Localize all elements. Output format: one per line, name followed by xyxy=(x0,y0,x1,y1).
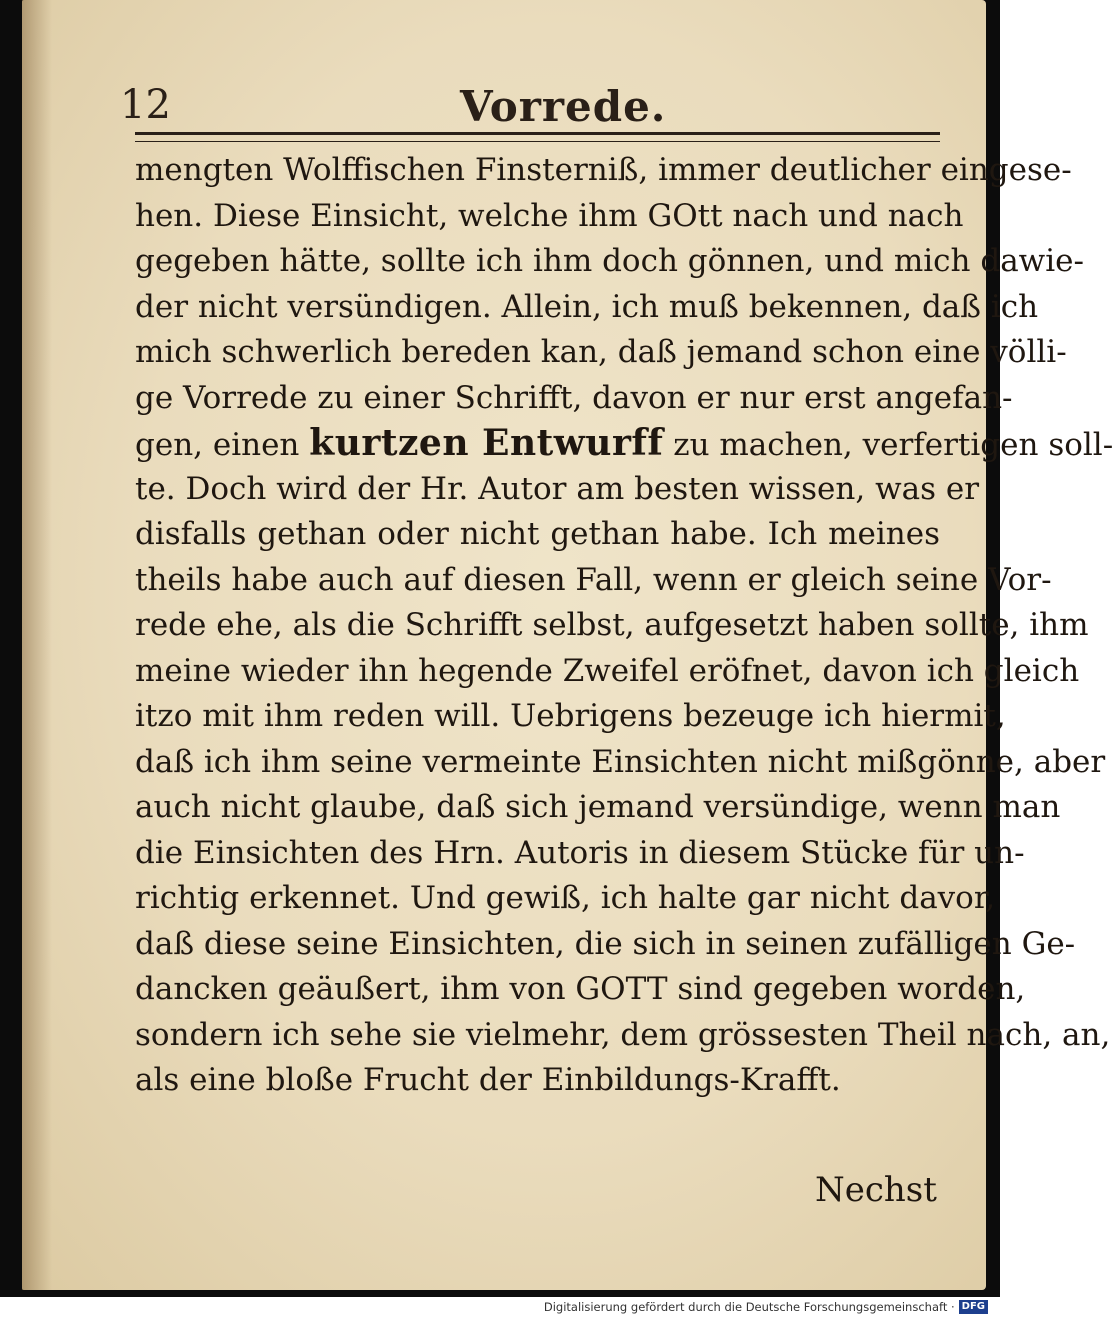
emphasized-phrase: kurtzen Entwurff xyxy=(309,422,664,464)
text-line xyxy=(135,1058,940,1104)
line-segment: mich schwerlich bereden kan, daß jemand schon eine völli- xyxy=(135,334,1067,370)
text-line xyxy=(135,330,1067,376)
line-segment: dancken geäußert, ihm von GOTT sind gegeben worden, xyxy=(135,971,1026,1007)
line-segment: richtig erkennet. Und gewiß, ich halte gar nicht davor, xyxy=(135,880,996,916)
line-segment: die Einsichten des Hrn. Autoris in diesem Stücke für un- xyxy=(135,834,1025,871)
text-line xyxy=(135,194,964,240)
line-segment: mengten Wolffischen Finsterniß, immer deutlicher eingese- xyxy=(135,152,1072,188)
line-segment: rede ehe, als die Schrifft selbst, aufgesetzt haben sollte, ihm xyxy=(135,607,1089,643)
dfg-logo: DFG xyxy=(959,1300,988,1314)
text-line xyxy=(135,831,1025,877)
text-line xyxy=(135,1013,1111,1059)
line-segment: gen, einen xyxy=(135,427,310,463)
text-line xyxy=(135,467,980,513)
running-title: Vorrede. xyxy=(460,82,667,131)
running-head xyxy=(120,82,940,132)
line-segment: te. Doch wird der Hr. Autor am besten wissen, was er xyxy=(135,470,980,507)
body-text xyxy=(135,148,1113,1104)
catchword: Nechst xyxy=(815,1170,937,1210)
text-line xyxy=(135,740,1106,786)
text-line xyxy=(135,876,996,922)
text-line xyxy=(135,558,1052,604)
text-line xyxy=(135,649,1080,695)
line-segment: auch nicht glaube, daß sich jemand versündige, wenn man xyxy=(135,789,1061,825)
text-line xyxy=(135,239,1084,285)
page-number: 12 xyxy=(120,82,171,128)
line-segment: meine wieder ihn hegende Zweifel eröfnet, davon ich gleich xyxy=(135,652,1080,689)
line-segment: daß ich ihm seine vermeinte Einsichten nicht mißgönne, aber xyxy=(135,743,1106,780)
text-line xyxy=(135,922,1076,968)
line-segment: gegeben hätte, sollte ich ihm doch gönnen, und mich dawie- xyxy=(135,243,1084,279)
digitization-footer xyxy=(544,1300,988,1314)
line-segment: hen. Diese Einsicht, welche ihm GOtt nach und nach xyxy=(135,197,964,234)
line-segment: ge Vorrede zu einer Schrifft, davon er nur erst angefan- xyxy=(135,379,1013,416)
text-line xyxy=(135,967,1026,1013)
text-line xyxy=(135,785,1061,831)
text-line xyxy=(135,148,1072,194)
text-line xyxy=(135,512,940,558)
line-segment: sondern ich sehe sie vielmehr, dem grössesten Theil nach, an, xyxy=(135,1016,1111,1053)
line-segment: itzo mit ihm reden will. Uebrigens bezeuge ich hiermit, xyxy=(135,698,1006,734)
text-line xyxy=(135,603,1089,649)
line-segment: disfalls gethan oder nicht gethan habe. Ich meines xyxy=(135,516,940,552)
text-line xyxy=(135,285,1039,331)
text-line xyxy=(135,421,1113,467)
header-rule xyxy=(135,132,940,142)
line-segment: theils habe auch auf diesen Fall, wenn er gleich seine Vor- xyxy=(135,561,1052,598)
line-segment: als eine bloße Frucht der Einbildungs-Krafft. xyxy=(135,1062,841,1098)
page-gutter-shadow xyxy=(22,0,52,1290)
line-segment: zu machen, verfertigen soll- xyxy=(663,427,1113,463)
line-segment: der nicht versündigen. Allein, ich muß bekennen, daß ich xyxy=(135,288,1039,325)
text-line xyxy=(135,694,1006,740)
footer-credit: Digitalisierung gefördert durch die Deutsche Forschungsgemeinschaft · xyxy=(543,1300,955,1314)
line-segment: daß diese seine Einsichten, die sich in seinen zufälligen Ge- xyxy=(135,925,1076,962)
text-line xyxy=(135,376,1013,422)
